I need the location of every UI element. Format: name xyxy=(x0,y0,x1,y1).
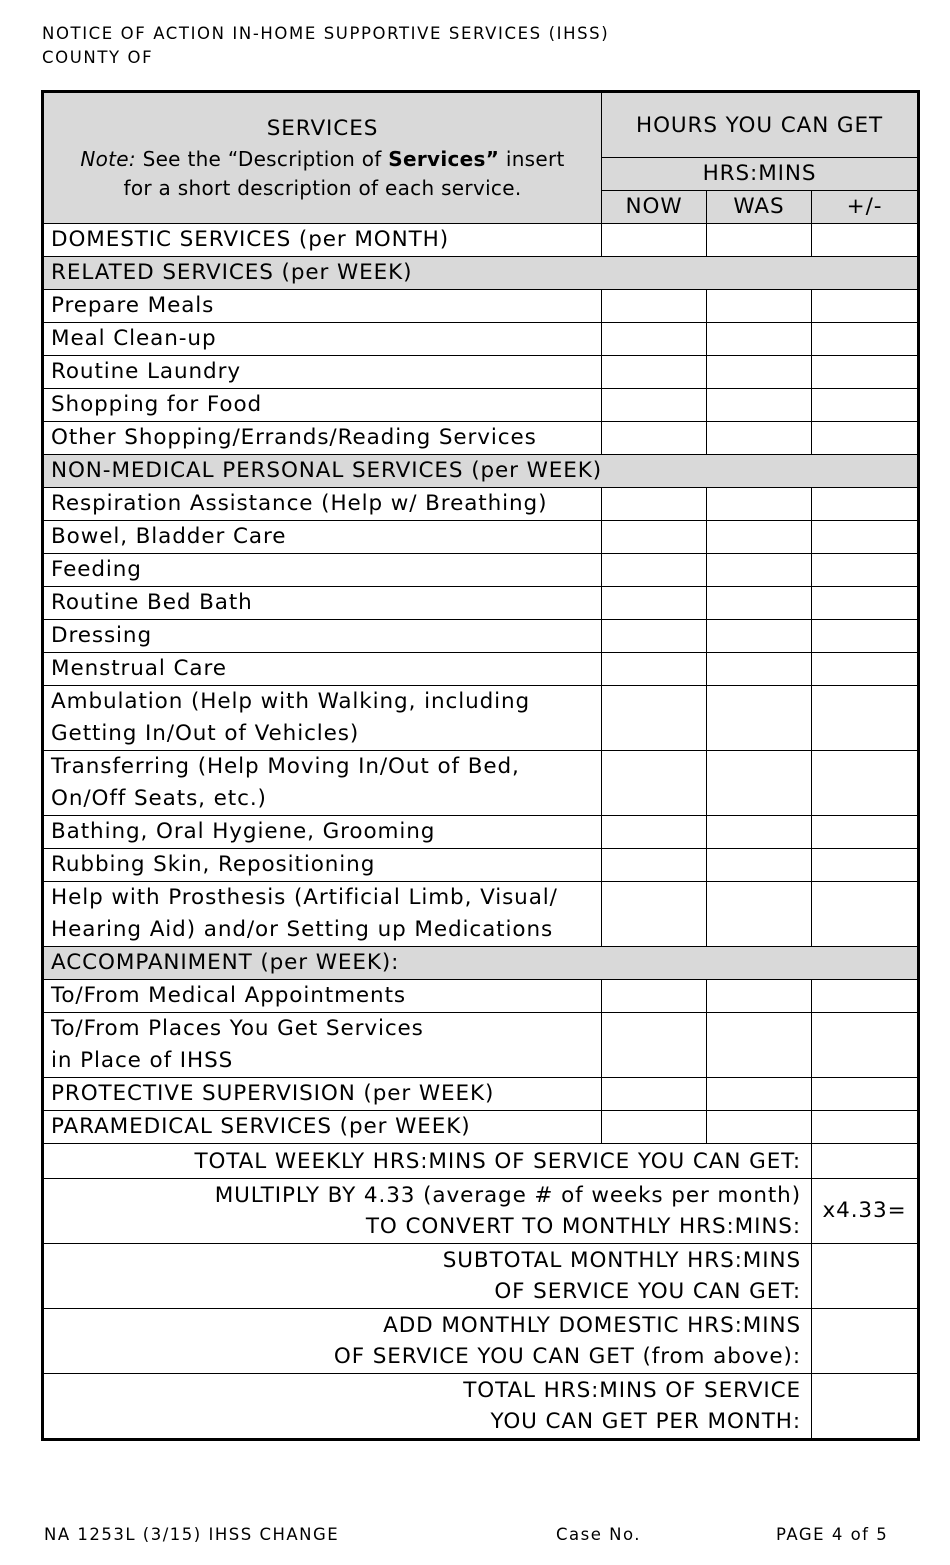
hours-now-field[interactable] xyxy=(602,1078,707,1111)
hours-was-field[interactable] xyxy=(707,488,812,521)
service-label-line1: Routine Bed Bath xyxy=(51,590,253,615)
notice-title: NOTICE OF ACTION IN-HOME SUPPORTIVE SERVICES (IHSS) xyxy=(42,24,610,43)
hours-was-field[interactable] xyxy=(707,587,812,620)
service-label-line1: Bathing, Oral Hygiene, Grooming xyxy=(51,819,436,844)
service-label-line1: Menstrual Care xyxy=(51,656,227,681)
total-row xyxy=(43,1144,919,1179)
hours-was-field[interactable] xyxy=(707,323,812,356)
service-row xyxy=(43,356,919,389)
hours-diff-field[interactable] xyxy=(812,1111,919,1144)
hours-was-field[interactable] xyxy=(707,290,812,323)
hours-diff-field[interactable] xyxy=(812,323,919,356)
total-row xyxy=(43,1244,919,1309)
service-label xyxy=(43,521,602,554)
service-label-line1: Other Shopping/Errands/Reading Services xyxy=(51,425,537,450)
service-label-line1: Routine Laundry xyxy=(51,359,241,384)
service-label xyxy=(43,554,602,587)
service-label xyxy=(43,751,602,816)
total-label-line1: TOTAL WEEKLY HRS:MINS OF SERVICE YOU CAN GET: xyxy=(194,1148,801,1174)
hours-diff-field[interactable] xyxy=(812,587,919,620)
service-label-line1: Rubbing Skin, Repositioning xyxy=(51,852,376,877)
page-number: PAGE 4 of 5 xyxy=(776,1525,889,1544)
hours-diff-field[interactable] xyxy=(812,521,919,554)
hours-now-field[interactable] xyxy=(602,1111,707,1144)
hrs-mins-heading: HRS:MINS xyxy=(602,158,919,191)
service-label-line2: On/Off Seats, etc.) xyxy=(51,786,267,811)
service-label xyxy=(43,1111,602,1144)
total-label-line2: TO CONVERT TO MONTHLY HRS:MINS: xyxy=(365,1214,801,1239)
hours-was-field[interactable] xyxy=(707,980,812,1013)
hours-now-field[interactable] xyxy=(602,816,707,849)
service-label-line1: Help with Prosthesis (Artificial Limb, Visual/ xyxy=(51,885,558,910)
hours-diff-field[interactable] xyxy=(812,422,919,455)
service-label xyxy=(43,323,602,356)
hours-diff-field[interactable] xyxy=(812,980,919,1013)
service-label xyxy=(43,849,602,882)
hours-now-field[interactable] xyxy=(602,751,707,816)
services-note-line2: for a short description of each service. xyxy=(123,176,522,200)
hours-was-field[interactable] xyxy=(707,1111,812,1144)
service-label xyxy=(43,389,602,422)
hours-now-field[interactable] xyxy=(602,1013,707,1078)
hours-diff-field[interactable] xyxy=(812,620,919,653)
service-label-line1: Meal Clean-up xyxy=(51,326,217,351)
service-row xyxy=(43,554,919,587)
hours-now-field[interactable] xyxy=(602,224,707,257)
hours-was-field[interactable] xyxy=(707,356,812,389)
service-label-line2: Getting In/Out of Vehicles) xyxy=(51,721,360,746)
total-label xyxy=(43,1374,812,1440)
hours-was-field[interactable] xyxy=(707,751,812,816)
total-row xyxy=(43,1374,919,1440)
service-row xyxy=(43,224,919,257)
hours-diff-field[interactable] xyxy=(812,816,919,849)
service-label-line1: Respiration Assistance (Help w/ Breathing) xyxy=(51,491,548,516)
section-row xyxy=(43,947,919,980)
hours-diff-field[interactable] xyxy=(812,554,919,587)
hours-now-field[interactable] xyxy=(602,554,707,587)
hours-was-field[interactable] xyxy=(707,422,812,455)
service-label xyxy=(43,488,602,521)
service-label xyxy=(43,422,602,455)
services-heading: SERVICES xyxy=(266,116,379,141)
service-label-line2: in Place of IHSS xyxy=(51,1048,234,1073)
hours-was-field[interactable] xyxy=(707,224,812,257)
service-row xyxy=(43,488,919,521)
service-row xyxy=(43,290,919,323)
total-row xyxy=(43,1309,919,1374)
hours-was-field[interactable] xyxy=(707,620,812,653)
col-was-header: WAS xyxy=(707,191,812,224)
hours-diff-field[interactable] xyxy=(812,751,919,816)
col-diff-header: +/- xyxy=(812,191,919,224)
hours-was-field[interactable] xyxy=(707,1013,812,1078)
total-value-field[interactable]: x4.33= xyxy=(812,1179,919,1244)
hours-was-field[interactable] xyxy=(707,653,812,686)
total-label-line2: YOU CAN GET PER MONTH: xyxy=(490,1409,801,1434)
service-label xyxy=(43,653,602,686)
hours-diff-field[interactable] xyxy=(812,389,919,422)
hours-now-field[interactable] xyxy=(602,653,707,686)
hours-now-field[interactable] xyxy=(602,587,707,620)
service-label-line1: PARAMEDICAL SERVICES (per WEEK) xyxy=(51,1114,471,1139)
hours-now-field[interactable] xyxy=(602,422,707,455)
hours-was-field[interactable] xyxy=(707,521,812,554)
service-row xyxy=(43,980,919,1013)
service-label-line1: To/From Places You Get Services xyxy=(51,1016,424,1041)
service-row xyxy=(43,849,919,882)
service-row xyxy=(43,1013,919,1078)
total-value-field[interactable] xyxy=(812,1309,919,1374)
service-row xyxy=(43,751,919,816)
service-row xyxy=(43,620,919,653)
service-label-line1: PROTECTIVE SUPERVISION (per WEEK) xyxy=(51,1081,495,1106)
service-label-line1: To/From Medical Appointments xyxy=(51,983,406,1008)
hours-was-field[interactable] xyxy=(707,389,812,422)
hours-diff-field[interactable] xyxy=(812,882,919,947)
service-row xyxy=(43,389,919,422)
service-label xyxy=(43,1013,602,1078)
hours-now-field[interactable] xyxy=(602,323,707,356)
service-label xyxy=(43,356,602,389)
service-row xyxy=(43,816,919,849)
section-heading: RELATED SERVICES (per WEEK) xyxy=(43,257,919,290)
service-row xyxy=(43,422,919,455)
county-label: COUNTY OF xyxy=(42,48,154,67)
case-no-label: Case No. xyxy=(556,1525,642,1544)
service-row xyxy=(43,1078,919,1111)
hours-was-field[interactable] xyxy=(707,1078,812,1111)
service-row xyxy=(43,521,919,554)
service-row xyxy=(43,1111,919,1144)
service-label xyxy=(43,686,602,751)
hours-now-field[interactable] xyxy=(602,290,707,323)
hours-diff-field[interactable] xyxy=(812,849,919,882)
total-label xyxy=(43,1309,812,1374)
hours-diff-field[interactable] xyxy=(812,1013,919,1078)
service-label-line1: Feeding xyxy=(51,557,142,582)
service-row xyxy=(43,323,919,356)
section-row xyxy=(43,455,919,488)
hours-diff-field[interactable] xyxy=(812,653,919,686)
hours-diff-field[interactable] xyxy=(812,290,919,323)
form-id: NA 1253L (3/15) IHSS CHANGE xyxy=(44,1525,340,1544)
service-label-line1: DOMESTIC SERVICES (per MONTH) xyxy=(51,227,449,252)
hours-now-field[interactable] xyxy=(602,389,707,422)
hours-diff-field[interactable] xyxy=(812,356,919,389)
service-row xyxy=(43,882,919,947)
service-label xyxy=(43,1078,602,1111)
hours-now-field[interactable] xyxy=(602,620,707,653)
total-value-field[interactable] xyxy=(812,1244,919,1309)
total-value-field[interactable] xyxy=(812,1144,919,1179)
hours-now-field[interactable] xyxy=(602,521,707,554)
section-heading: NON-MEDICAL PERSONAL SERVICES (per WEEK) xyxy=(43,455,919,488)
service-label-line1: Shopping for Food xyxy=(51,392,263,417)
service-row xyxy=(43,653,919,686)
hours-diff-field[interactable] xyxy=(812,686,919,751)
service-label xyxy=(43,620,602,653)
hours-now-field[interactable] xyxy=(602,686,707,751)
total-label-line1: ADD MONTHLY DOMESTIC HRS:MINS xyxy=(383,1313,801,1338)
total-label-line2: OF SERVICE YOU CAN GET: xyxy=(494,1279,801,1304)
service-label xyxy=(43,980,602,1013)
service-label xyxy=(43,587,602,620)
section-heading: ACCOMPANIMENT (per WEEK): xyxy=(43,947,919,980)
service-label xyxy=(43,224,602,257)
hours-was-field[interactable] xyxy=(707,816,812,849)
hours-heading: HOURS YOU CAN GET xyxy=(602,92,919,158)
services-hours-table xyxy=(41,90,920,1441)
services-header-cell xyxy=(43,92,602,224)
hours-diff-field[interactable] xyxy=(812,224,919,257)
total-label xyxy=(43,1179,812,1244)
hours-now-field[interactable] xyxy=(602,849,707,882)
total-label-line1: MULTIPLY BY 4.33 (average # of weeks per month) xyxy=(214,1183,801,1208)
col-now-header: NOW xyxy=(602,191,707,224)
hours-was-field[interactable] xyxy=(707,554,812,587)
total-row xyxy=(43,1179,919,1244)
section-row xyxy=(43,257,919,290)
service-row xyxy=(43,587,919,620)
hours-was-field[interactable] xyxy=(707,882,812,947)
service-label xyxy=(43,816,602,849)
hours-diff-field[interactable] xyxy=(812,1078,919,1111)
hours-now-field[interactable] xyxy=(602,980,707,1013)
total-label-line1: TOTAL HRS:MINS OF SERVICE xyxy=(463,1378,801,1403)
service-label-line2: Hearing Aid) and/or Setting up Medications xyxy=(51,917,554,942)
total-value-field[interactable] xyxy=(812,1374,919,1440)
services-note: Note: See the “Description of Services” insert xyxy=(80,147,565,171)
service-row xyxy=(43,686,919,751)
total-label-line2: OF SERVICE YOU CAN GET (from above): xyxy=(333,1344,801,1369)
service-label xyxy=(43,290,602,323)
total-label xyxy=(43,1244,812,1309)
service-label-line1: Transferring (Help Moving In/Out of Bed, xyxy=(51,754,520,779)
hours-now-field[interactable] xyxy=(602,882,707,947)
service-label xyxy=(43,882,602,947)
service-label-line1: Ambulation (Help with Walking, including xyxy=(51,689,531,714)
hours-was-field[interactable] xyxy=(707,686,812,751)
total-label-line1: SUBTOTAL MONTHLY HRS:MINS xyxy=(442,1248,801,1273)
service-label-line1: Prepare Meals xyxy=(51,293,215,318)
hours-was-field[interactable] xyxy=(707,849,812,882)
service-label-line1: Bowel, Bladder Care xyxy=(51,524,287,549)
hours-now-field[interactable] xyxy=(602,488,707,521)
hours-diff-field[interactable] xyxy=(812,488,919,521)
hours-now-field[interactable] xyxy=(602,356,707,389)
total-label xyxy=(43,1144,812,1179)
service-label-line1: Dressing xyxy=(51,623,152,648)
